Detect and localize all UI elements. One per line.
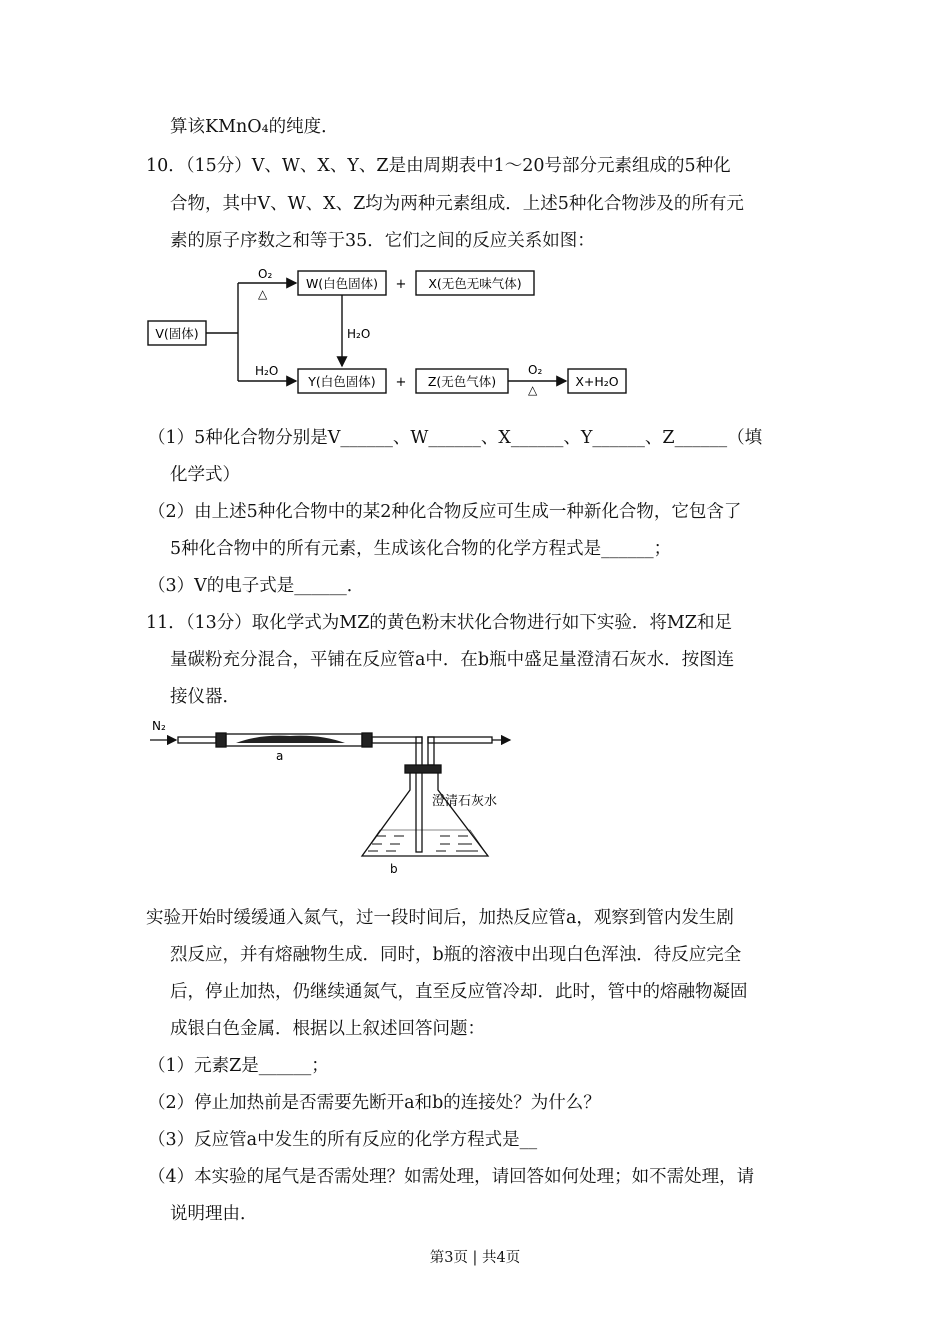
question-10-part-2: （2）由上述5种化合物中的某2种化合物反应可生成一种新化合物，它包含了 xyxy=(148,502,742,522)
h2o-label-middle: H₂O xyxy=(347,327,371,341)
reaction-flowchart xyxy=(140,258,640,400)
question-11-part-3: （3）反应管a中发生的所有反应的化学方程式是__ xyxy=(148,1130,538,1150)
question-10-part-1: （1）5种化合物分别是V______、W______、X______、Y______、Z______（填 xyxy=(148,428,763,448)
experiment-line-1: 实验开始时缓缓通入氮气，过一段时间后，加热反应管a，观察到管内发生剧 xyxy=(146,908,734,928)
page-footer: 第3页 | 共4页 xyxy=(429,1250,521,1266)
o2-label-right: O₂ xyxy=(528,363,543,377)
plus-sign-top: + xyxy=(395,277,407,292)
product-label: X+H₂O xyxy=(575,374,619,389)
limewater-label: 澄清石灰水 xyxy=(432,794,498,809)
question-11-part-4-cont: 说明理由． xyxy=(170,1204,258,1224)
h2o-label-bottom: H₂O xyxy=(255,364,279,378)
x-label: X(无色无味气体) xyxy=(428,276,522,291)
question-10-line-2: 合物，其中V、W、X、Z均为两种元素组成．上述5种化合物涉及的所有元 xyxy=(170,194,744,214)
question-10-line-3: 素的原子序数之和等于35．它们之间的反应关系如图： xyxy=(170,231,595,251)
question-10-line-1: 10．（15分）V、W、X、Y、Z是由周期表中1～20号部分元素组成的5种化 xyxy=(146,156,731,176)
limewater-liquid xyxy=(362,830,488,856)
experiment-line-4: 成银白色金属．根据以上叙述回答问题： xyxy=(170,1019,485,1039)
v-label: V(固体) xyxy=(155,326,199,341)
w-label: W(白色固体) xyxy=(305,276,379,291)
heat-label-top: △ xyxy=(258,287,268,301)
question-11-line-3: 接仪器． xyxy=(170,687,240,707)
question-11-part-1: （1）元素Z是______； xyxy=(148,1056,329,1076)
z-label: Z(无色气体) xyxy=(427,374,497,389)
experiment-line-3: 后，停止加热，仍继续通氮气，直至反应管冷却．此时，管中的熔融物凝固 xyxy=(170,982,748,1002)
question-11-part-4: （4）本实验的尾气是否需处理？如需处理，请回答如何处理；如不需处理，请 xyxy=(148,1167,755,1187)
apparatus-diagram xyxy=(140,712,560,880)
y-label: Y(白色固体) xyxy=(308,374,376,389)
question-11-part-2: （2）停止加热前是否需要先断开a和b的连接处？为什么？ xyxy=(148,1093,601,1113)
question-11-line-1: 11．（13分）取化学式为MZ的黄色粉末状化合物进行如下实验．将MZ和足 xyxy=(146,613,732,633)
text-line-1: 算该KMnO₄的纯度． xyxy=(170,117,339,137)
n2-label: N₂ xyxy=(152,719,166,733)
o2-label-top: O₂ xyxy=(258,267,273,281)
plus-sign-bottom: + xyxy=(395,375,407,390)
question-11-line-2: 量碳粉充分混合，平铺在反应管a中．在b瓶中盛足量澄清石灰水．按图连 xyxy=(170,650,735,670)
question-10-part-1-cont: 化学式） xyxy=(170,465,240,485)
heat-label-right: △ xyxy=(528,383,538,397)
experiment-line-2: 烈反应，并有熔融物生成．同时，b瓶的溶液中出现白色浑浊．待反应完全 xyxy=(170,945,742,965)
powder-sample xyxy=(236,736,345,743)
tube-a-label: a xyxy=(276,749,284,763)
flask-b-label: b xyxy=(390,862,398,876)
question-10-part-3: （3）V的电子式是______． xyxy=(148,576,365,596)
question-10-part-2-cont: 5种化合物中的所有元素，生成该化合物的化学方程式是______； xyxy=(170,539,672,559)
